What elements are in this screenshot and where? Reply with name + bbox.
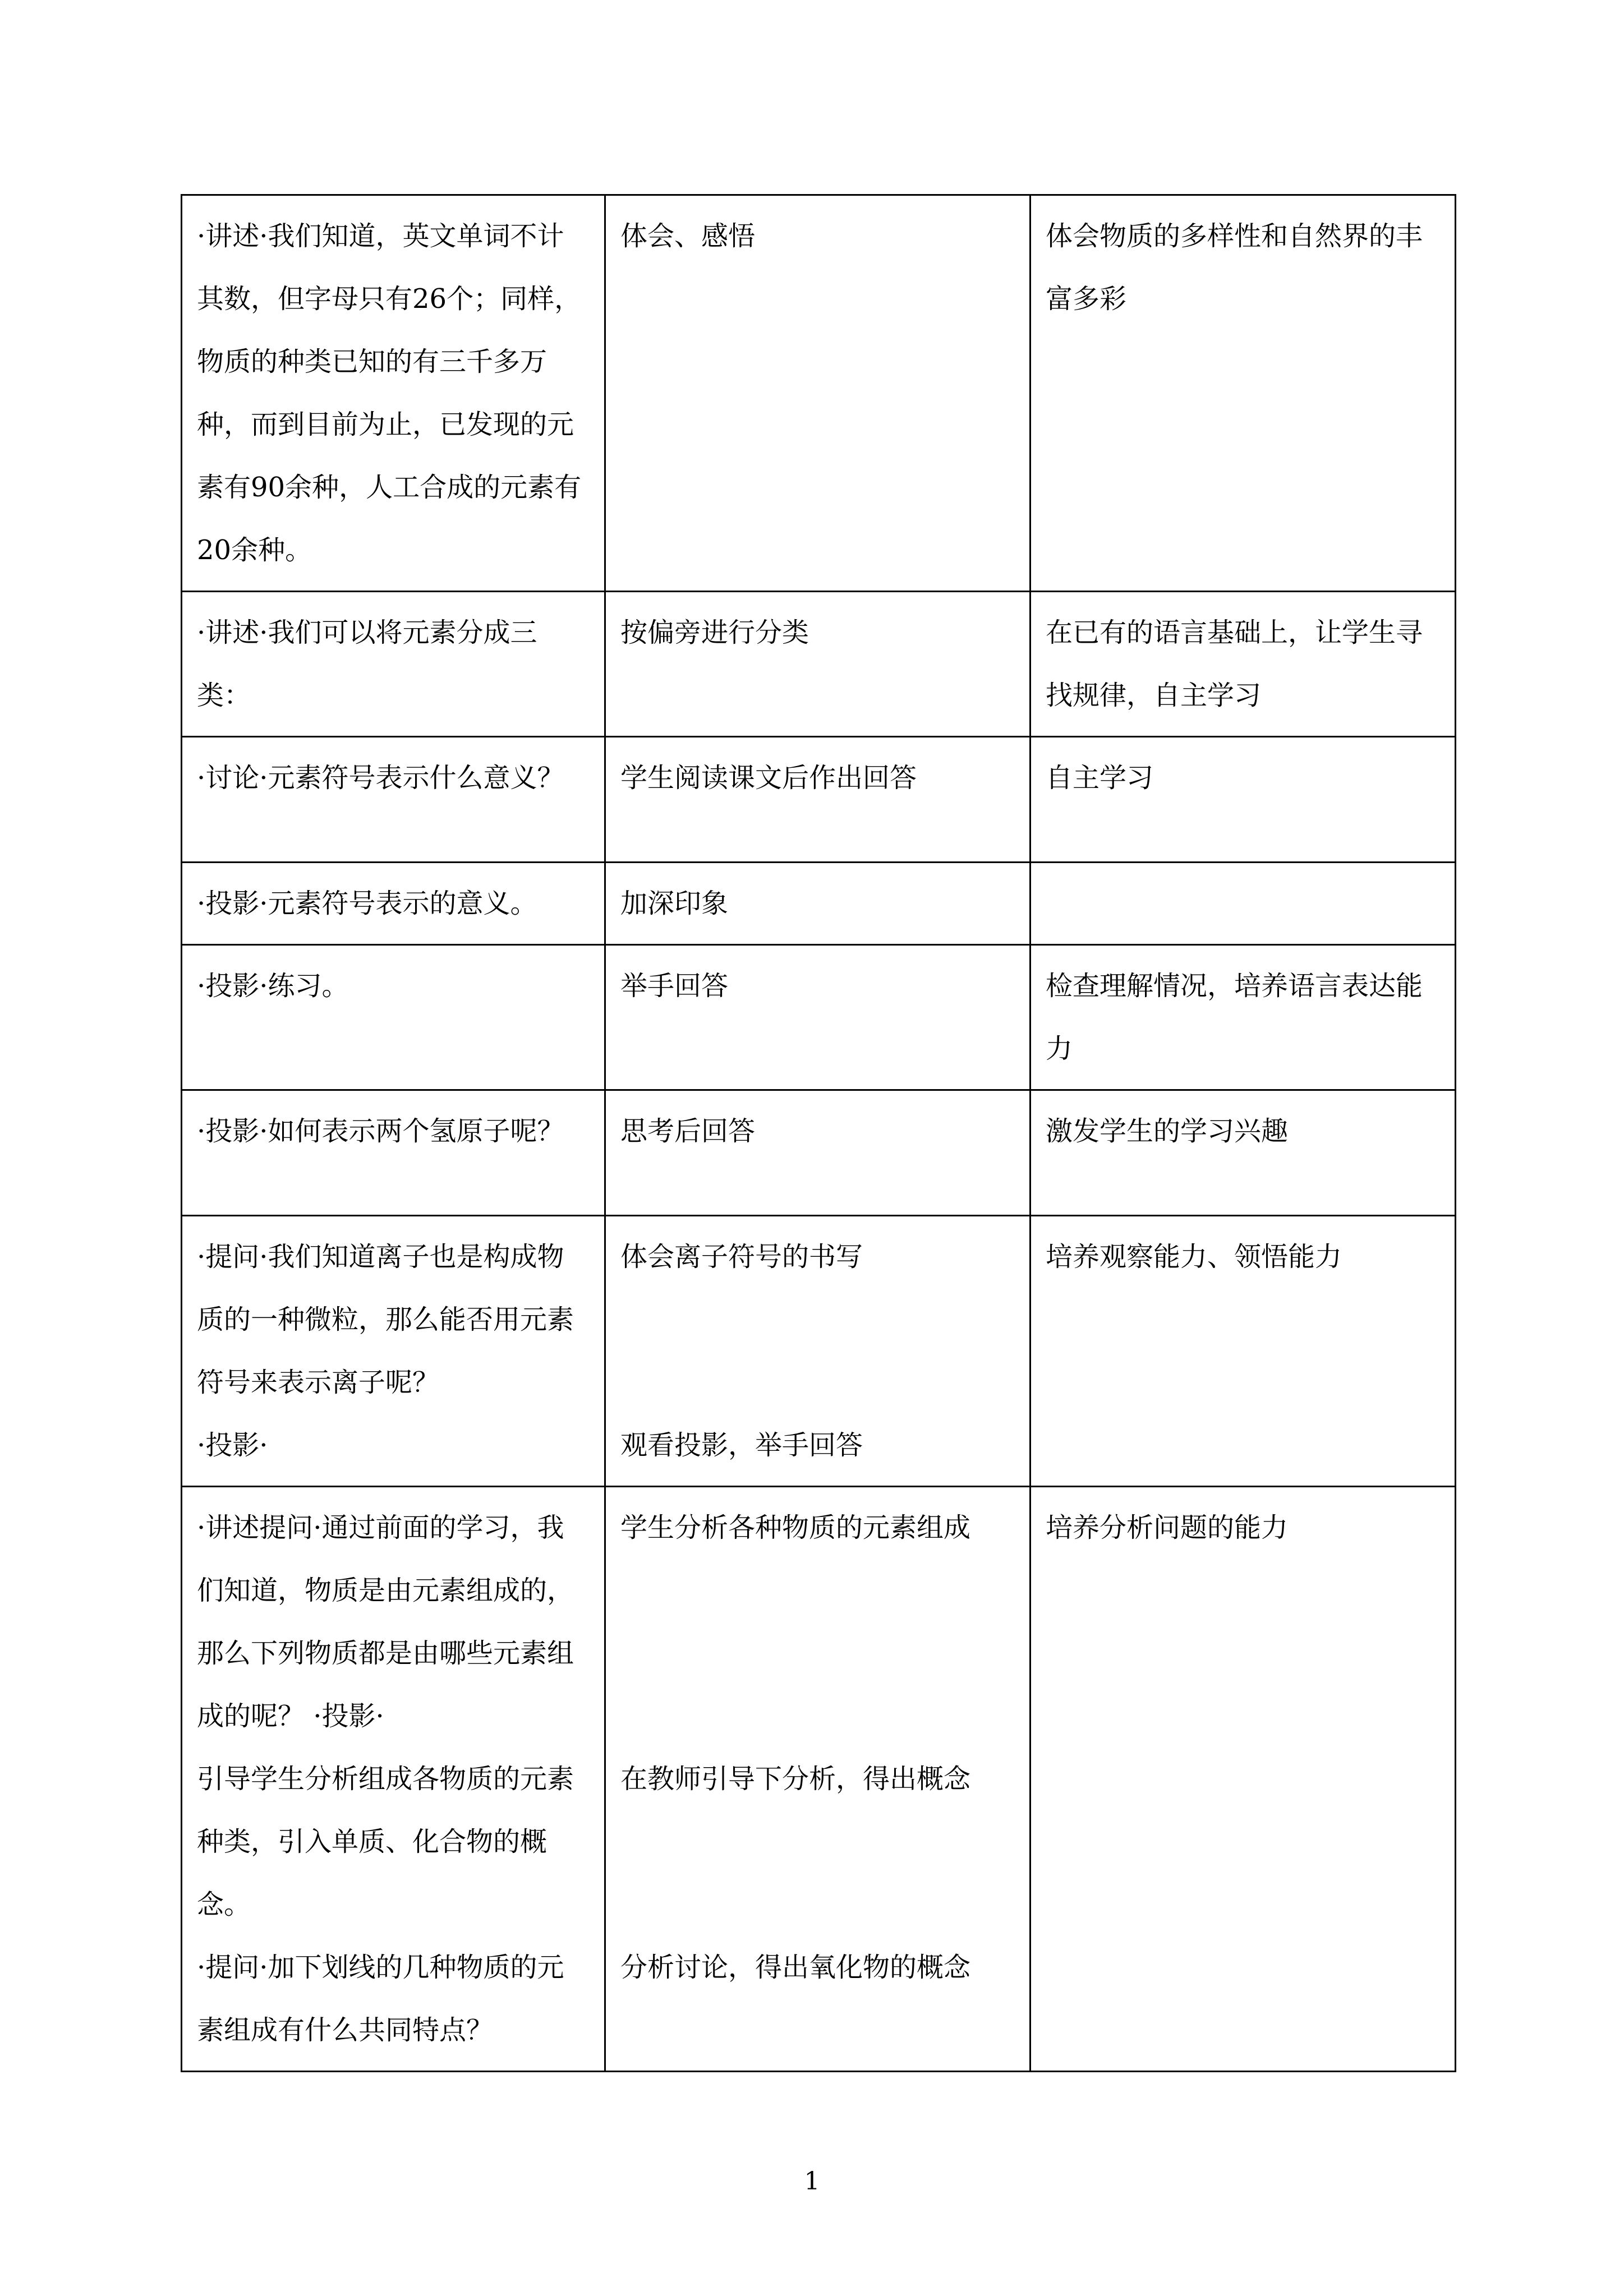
cell-text: 在已有的语言基础上，让学生寻找规律，自主学习: [1046, 617, 1423, 711]
design-intent-cell: [1030, 592, 1456, 737]
cell-text: 引导学生分析组成各物质的元素种类，引入单质、化合物的概念。: [197, 1763, 574, 1920]
student-activity-cell: [605, 1487, 1030, 2072]
design-intent-cell: [1030, 195, 1456, 592]
teacher-activity-cell: [182, 737, 605, 863]
cell-text: ·提问·加下划线的几种物质的元素组成有什么共同特点？: [197, 1952, 564, 2046]
cell-text: ·讲述提问·通过前面的学习，我们知道，物质是由元素组成的，那么下列物质都是由哪些元素组成的呢？ ·投影·: [197, 1512, 574, 1732]
cell-text: 在教师引导下分析，得出概念: [620, 1763, 971, 1795]
table-row: [182, 1216, 1456, 1487]
page-number: 1: [804, 2167, 820, 2196]
cell-text: 体会、感悟: [620, 220, 756, 252]
student-activity-cell: [605, 737, 1030, 863]
cell-text: ·投影·练习。: [197, 970, 349, 1002]
teacher-activity-cell: [182, 863, 605, 945]
teacher-activity-cell: [182, 945, 605, 1090]
spacer: [620, 1685, 1015, 1748]
cell-text: 举手回答: [620, 970, 729, 1002]
cell-text: 自主学习: [1046, 762, 1154, 794]
student-activity-cell: [605, 863, 1030, 945]
cell-text: 培养观察能力、领悟能力: [1046, 1241, 1342, 1273]
design-intent-cell: [1030, 1487, 1456, 2072]
teacher-activity-cell: [182, 195, 605, 592]
cell-text: 分析讨论，得出氧化物的概念: [620, 1952, 971, 1983]
teacher-activity-cell: [182, 1487, 605, 2072]
table-row: [182, 195, 1456, 592]
table-row: [182, 1487, 1456, 2072]
teacher-activity-cell: [182, 1090, 605, 1216]
cell-text: ·投影·如何表示两个氢原子呢？: [197, 1115, 564, 1147]
student-activity-cell: [605, 945, 1030, 1090]
teacher-activity-cell: [182, 1216, 605, 1487]
table-row: [182, 863, 1456, 945]
cell-text: ·投影·元素符号表示的意义。: [197, 888, 537, 919]
design-intent-cell: [1030, 863, 1456, 945]
spacer: [620, 1873, 1015, 1936]
cell-text: 检查理解情况，培养语言表达能力: [1046, 970, 1423, 1064]
cell-text: 按偏旁进行分类: [620, 617, 809, 648]
table-row: [182, 737, 1456, 863]
student-activity-cell: [605, 592, 1030, 737]
table-row: [182, 592, 1456, 737]
cell-text: 思考后回答: [620, 1115, 756, 1147]
cell-text: ·讲述·我们可以将元素分成三类：: [197, 617, 537, 711]
spacer: [620, 1810, 1015, 1873]
teacher-activity-cell: [182, 592, 605, 737]
student-activity-cell: [605, 195, 1030, 592]
student-activity-cell: [605, 1216, 1030, 1487]
cell-text: 培养分析问题的能力: [1046, 1512, 1289, 1543]
student-activity-cell: [605, 1090, 1030, 1216]
cell-text: ·讨论·元素符号表示什么意义？: [197, 762, 564, 794]
lesson-table: [181, 194, 1456, 2072]
spacer: [620, 1288, 1015, 1414]
cell-text: 观看投影，举手回答: [620, 1430, 863, 1461]
spacer: [620, 1559, 1015, 1685]
cell-text: 学生阅读课文后作出回答: [620, 762, 917, 794]
table-row: [182, 945, 1456, 1090]
cell-text: 加深印象: [620, 888, 729, 919]
cell-text: ·投影·: [197, 1430, 268, 1461]
design-intent-cell: [1030, 737, 1456, 863]
cell-text: 体会物质的多样性和自然界的丰富多彩: [1046, 220, 1423, 315]
cell-text: 体会离子符号的书写: [620, 1241, 863, 1273]
cell-text: ·提问·我们知道离子也是构成物质的一种微粒，那么能否用元素符号来表示离子呢？: [197, 1241, 574, 1398]
design-intent-cell: [1030, 1090, 1456, 1216]
design-intent-cell: [1030, 1216, 1456, 1487]
table-row: [182, 1090, 1456, 1216]
cell-text: ·讲述·我们知道，英文单词不计其数，但字母只有26个；同样，物质的种类已知的有三千多万种，而到目前为止，已发现的元素有90余种，人工合成的元素有20余种。: [197, 220, 582, 566]
cell-text: 激发学生的学习兴趣: [1046, 1115, 1289, 1147]
cell-text: 学生分析各种物质的元素组成: [620, 1512, 971, 1543]
design-intent-cell: [1030, 945, 1456, 1090]
